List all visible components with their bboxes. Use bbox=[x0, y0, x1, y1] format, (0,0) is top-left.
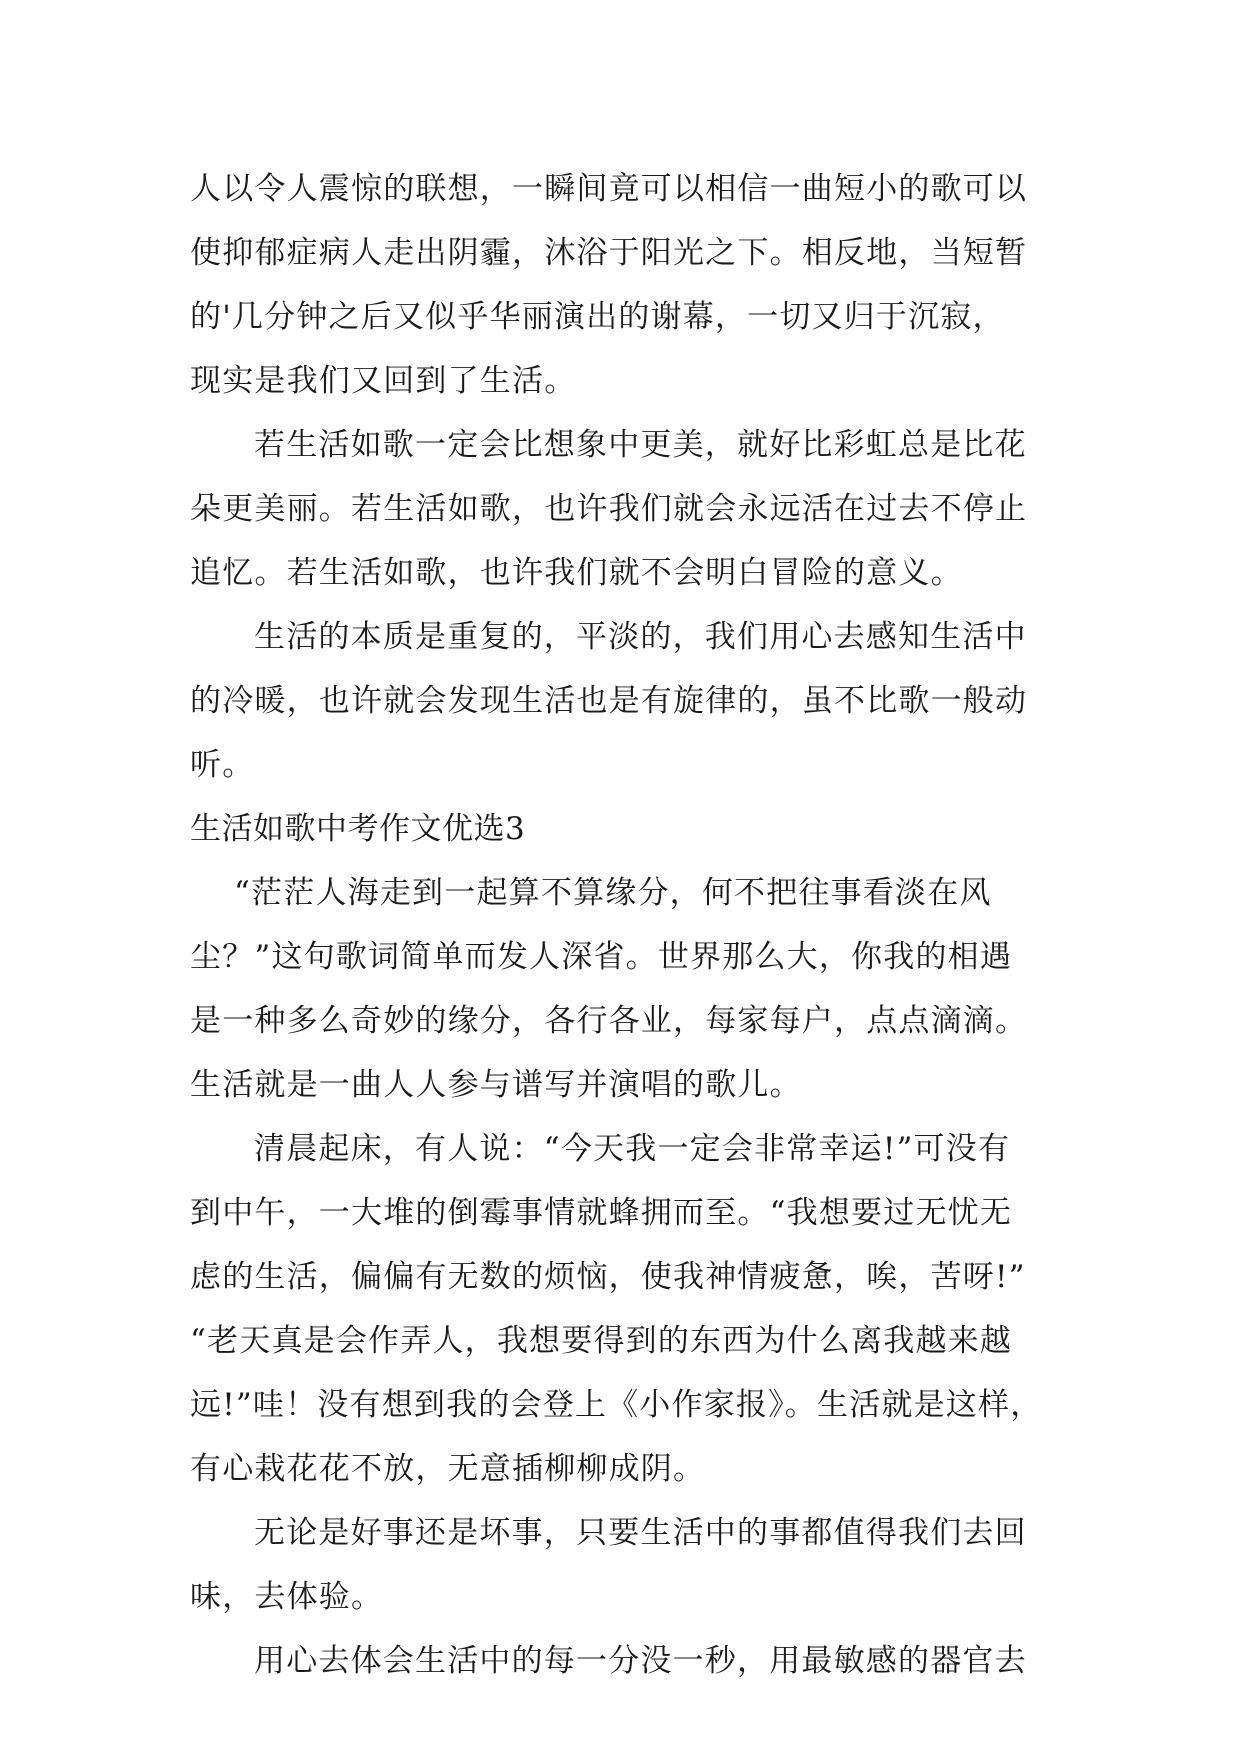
paragraph-first-line: 用心去体会生活中的每一分没一秒，用最敏感的器官去 bbox=[254, 1643, 1027, 1679]
text-line: 使抑郁症病人走出阴霾，沐浴于阳光之下。相反地，当短暂 bbox=[190, 235, 1028, 271]
paragraph-first-line: 生活的本质是重复的，平淡的，我们用心去感知生活中 bbox=[254, 619, 1027, 655]
text-line: 味，去体验。 bbox=[190, 1579, 384, 1615]
text-line: 的'几分钟之后又似乎华丽演出的谢幕，一切又归于沉寂， bbox=[190, 299, 1005, 335]
paragraph-first-line: 清晨起床，有人说：“今天我一定会非常幸运!”可没有 bbox=[254, 1131, 1011, 1167]
paragraph-first-line: 无论是好事还是坏事，只要生活中的事都值得我们去回 bbox=[254, 1515, 1027, 1551]
paragraph-first-line: “茫茫人海走到一起算不算缘分，何不把往事看淡在风 bbox=[234, 875, 992, 911]
text-line: 虑的生活，偏偏有无数的烦恼，使我神情疲惫，唉，苦呀!” bbox=[190, 1259, 1026, 1295]
section-heading: 生活如歌中考作文优选3 bbox=[190, 811, 526, 847]
text-line: 现实是我们又回到了生活。 bbox=[190, 363, 577, 399]
paragraph-first-line: 若生活如歌一定会比想象中更美，就好比彩虹总是比花 bbox=[254, 427, 1027, 463]
text-line: 朵更美丽。若生活如歌，也许我们就会永远活在过去不停止 bbox=[190, 491, 1028, 527]
text-line: 的冷暖，也许就会发现生活也是有旋律的，虽不比歌一般动 bbox=[190, 683, 1028, 719]
text-line: 是一种多么奇妙的缘分，各行各业，每家每户，点点滴滴。 bbox=[190, 1003, 1028, 1039]
text-line: 生活就是一曲人人参与谱写并演唱的歌儿。 bbox=[190, 1067, 802, 1103]
text-line: 人以令人震惊的联想，一瞬间竟可以相信一曲短小的歌可以 bbox=[190, 171, 1028, 207]
text-line: 到中午，一大堆的倒霉事情就蜂拥而至。“我想要过无忧无 bbox=[190, 1195, 1013, 1231]
text-line: 尘？”这句歌词简单而发人深省。世界那么大，你我的相遇 bbox=[190, 939, 1013, 975]
text-line: 听。 bbox=[190, 747, 255, 783]
text-line: 追忆。若生活如歌，也许我们就不会明白冒险的意义。 bbox=[190, 555, 963, 591]
text-line: 有心栽花花不放，无意插柳柳成阴。 bbox=[190, 1451, 706, 1487]
document-body bbox=[190, 157, 1070, 1693]
text-line: “老天真是会作弄人，我想要得到的东西为什么离我越来越 bbox=[190, 1323, 1013, 1359]
text-line: 远!”哇！没有想到我的会登上《小作家报》。生活就是这样， bbox=[190, 1387, 1043, 1423]
